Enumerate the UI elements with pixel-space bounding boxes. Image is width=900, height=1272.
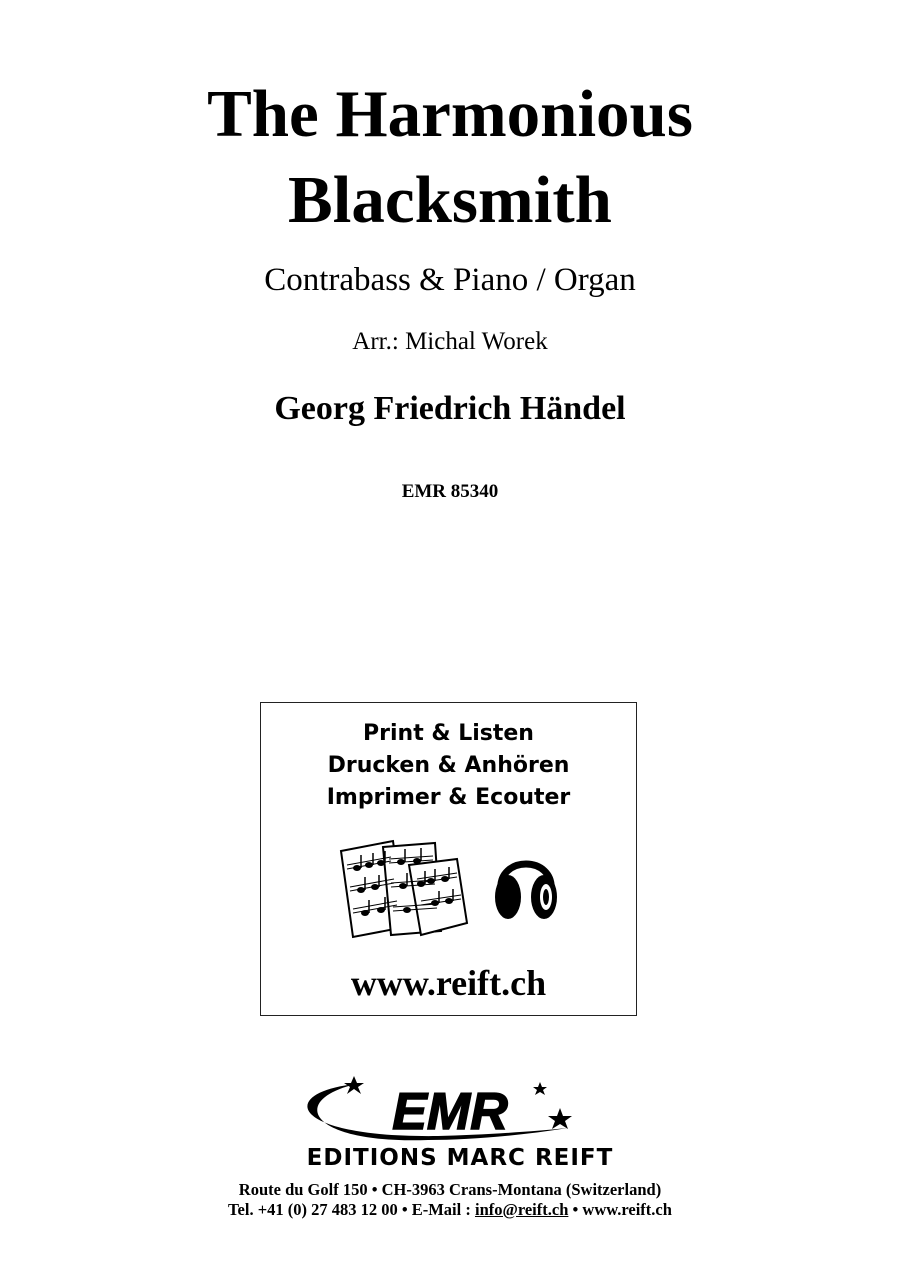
promo-line-english: Print & Listen <box>363 721 534 746</box>
emr-logo <box>238 1074 682 1170</box>
promo-line-french: Imprimer & Ecouter <box>326 785 571 810</box>
composer: Georg Friedrich Händel <box>274 390 626 427</box>
telephone-label: Tel. +41 (0) 27 483 12 00 • E-Mail : <box>228 1200 475 1219</box>
headphones-icon <box>491 841 561 923</box>
instrumentation: Contrabass & Piano / Organ <box>264 262 636 298</box>
publisher-address: Route du Golf 150 • CH-3963 Crans-Montana (Switzerland) <box>238 1180 662 1199</box>
print-listen-box <box>260 702 637 1016</box>
promo-line-german: Drucken & Anhören <box>327 753 570 778</box>
email-link[interactable]: info@reift.ch <box>474 1200 569 1219</box>
website-suffix[interactable]: • www.reift.ch <box>568 1200 672 1219</box>
title-line-1: The Harmonious <box>207 77 693 151</box>
title-line-2: Blacksmith <box>288 163 612 237</box>
publisher-name: EDITIONS MARC REIFT <box>306 1145 614 1170</box>
arranger: Arr.: Michal Worek <box>352 328 548 355</box>
sheet-music-icon <box>335 835 475 945</box>
publisher-contact <box>0 1200 900 1220</box>
promo-website[interactable]: www.reift.ch <box>350 963 547 1003</box>
catalog-number: EMR 85340 <box>401 481 499 502</box>
emr-logo-text: EMR <box>392 1083 508 1141</box>
